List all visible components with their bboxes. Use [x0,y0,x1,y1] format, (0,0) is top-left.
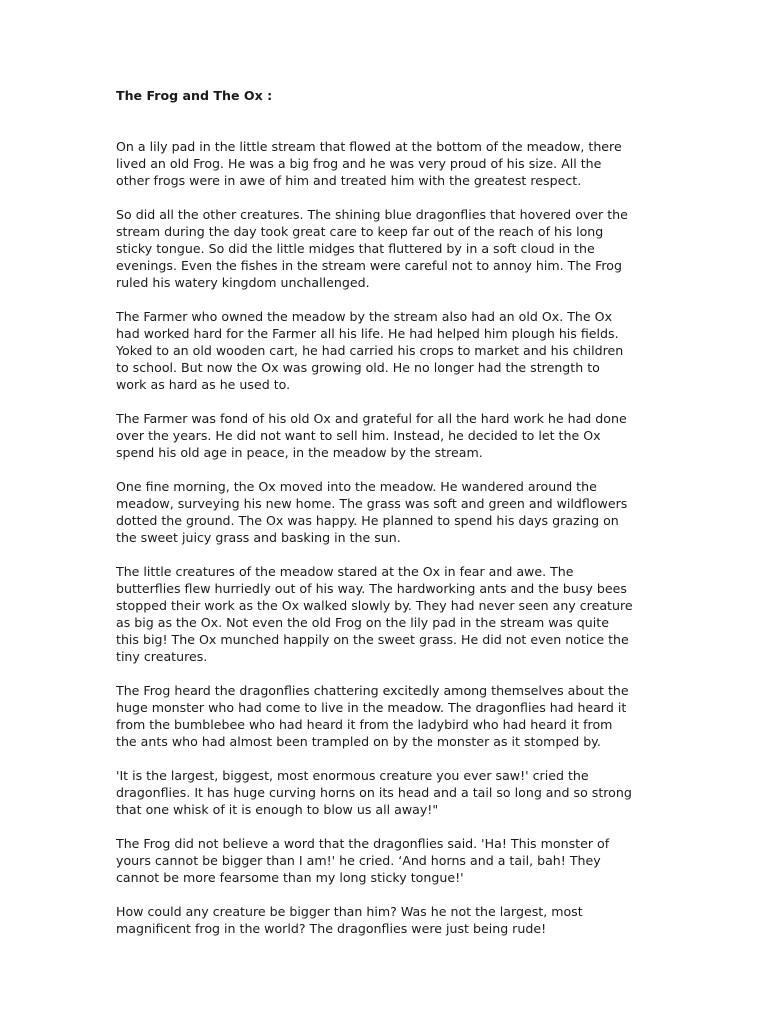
text-line: ruled his watery kingdom unchallenged. [116,275,370,290]
text-line: evenings. Even the fishes in the stream were careful not to annoy him. The Frog [116,258,622,273]
paragraph-7 [116,682,629,750]
text-line: The Frog heard the dragonflies chattering excitedly among themselves about the [116,683,629,698]
document-page [116,0,656,1024]
paragraph-10 [116,903,583,937]
text-line: the ants who had almost been trampled on by the monster as it stomped by. [116,734,601,749]
text-line: spend his old age in peace, in the meadow by the stream. [116,445,483,460]
text-line: 'It is the largest, biggest, most enormous creature you ever saw!' cried the [116,768,589,783]
text-line: stream during the day took great care to keep far out of the reach of his long [116,224,604,239]
paragraph-4 [116,410,627,461]
text-line: The little creatures of the meadow stared at the Ox in fear and awe. The [116,564,574,579]
text-line: So did all the other creatures. The shining blue dragonflies that hovered over the [116,207,628,222]
text-line: meadow, surveying his new home. The grass was soft and green and wildflowers [116,496,628,511]
text-line: yours cannot be bigger than I am!' he cried. ‘And horns and a tail, bah! They [116,853,601,868]
text-line: One fine morning, the Ox moved into the meadow. He wandered around the [116,479,597,494]
text-line: On a lily pad in the little stream that flowed at the bottom of the meadow, there [116,139,622,154]
text-line: dotted the ground. The Ox was happy. He planned to spend his days grazing on [116,513,619,528]
text-line: The Farmer was fond of his old Ox and grateful for all the hard work he had done [116,411,627,426]
paragraph-8 [116,767,632,818]
document-title: The Frog and The Ox : [116,88,273,103]
paragraph-6 [116,563,633,665]
text-line: sticky tongue. So did the little midges that fluttered by in a soft cloud in the [116,241,595,256]
text-line: butterflies flew hurriedly out of his way. The hardworking ants and the busy bees [116,581,627,596]
text-line: cannot be more fearsome than my long sticky tongue!' [116,870,464,885]
text-line: other frogs were in awe of him and treated him with the greatest respect. [116,173,582,188]
text-line: had worked hard for the Farmer all his life. He had helped him plough his fields. [116,326,619,341]
text-line: tiny creatures. [116,649,208,664]
text-line: lived an old Frog. He was a big frog and he was very proud of his size. All the [116,156,602,171]
text-line: work as hard as he used to. [116,377,291,392]
text-line: to school. But now the Ox was growing old. He no longer had the strength to [116,360,600,375]
paragraph-2 [116,206,628,291]
text-line: The Frog did not believe a word that the dragonflies said. 'Ha! This monster of [116,836,610,851]
text-line: over the years. He did not want to sell him. Instead, he decided to let the Ox [116,428,601,443]
paragraph-1 [116,138,622,189]
text-line: stopped their work as the Ox walked slowly by. They had never seen any creature [116,598,633,613]
text-line: this big! The Ox munched happily on the sweet grass. He did not even notice the [116,632,629,647]
paragraph-3 [116,308,623,393]
text-line: dragonflies. It has huge curving horns on its head and a tail so long and so strong [116,785,632,800]
paragraph-9 [116,835,609,886]
text-line: How could any creature be bigger than him? Was he not the largest, most [116,904,583,919]
text-line: the sweet juicy grass and basking in the sun. [116,530,401,545]
text-line: magnificent frog in the world? The dragonflies were just being rude! [116,921,547,936]
text-line: The Farmer who owned the meadow by the stream also had an old Ox. The Ox [116,309,613,324]
text-line: as big as the Ox. Not even the old Frog on the lily pad in the stream was quite [116,615,609,630]
paragraph-5 [116,478,627,546]
text-line: Yoked to an old wooden cart, he had carried his crops to market and his children [116,343,624,358]
text-line: that one whisk of it is enough to blow us all away!" [116,802,439,817]
text-line: huge monster who had come to live in the meadow. The dragonflies had heard it [116,700,627,715]
text-line: from the bumblebee who had heard it from the ladybird who had heard it from [116,717,613,732]
